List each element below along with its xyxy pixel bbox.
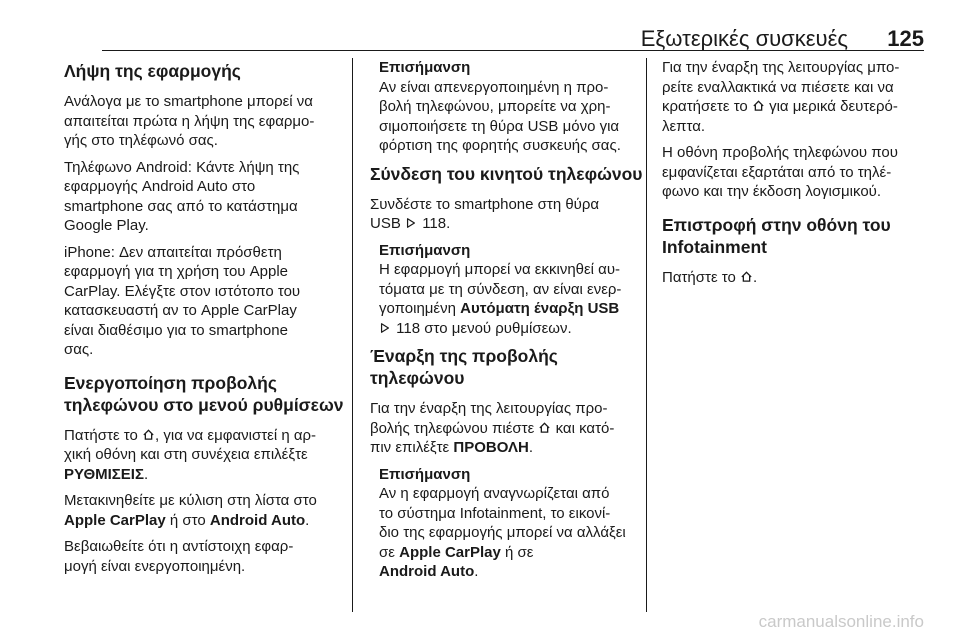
note-label: Επισήμανση: [379, 465, 471, 483]
note-text: Αν είναι απενεργοποιημένη η προ- βολή τηλεφώνου, μπορείτε να χρη- σιμοποιήσετε τη θύρα USB μόνο για φόρτιση της φορητής συσκευής σας.: [379, 78, 621, 154]
note-text: Αν η εφαρμογή αναγνωρίζεται από το σύστημα Infotainment, το εικονί- διο της εφαρμογής μπορεί να αλλάξει σε Apple CarPlay ή σε Android Auto.: [379, 485, 626, 580]
column-1: [64, 58, 346, 583]
heading-return-infotainment: Επιστροφή στην οθόνη του Infotainment: [662, 214, 891, 257]
paragraph: Τηλέφωνο Android: Κάντε λήψη της εφαρμογής Android Auto στο smartphone σας από το κατάστημα Google Play.: [64, 158, 300, 234]
note-text: Η εφαρμογή μπορεί να εκκινηθεί αυ- τόματα με τη σύνδεση, αν είναι ενερ- γοποιημένη Αυτόματη έναρξη USB 118 στο μενού ρυθμίσεων.: [379, 261, 622, 337]
heading-activate-projection: Ενεργοποίηση προβολής τηλεφώνου στο μενού ρυθμίσεων: [64, 372, 344, 415]
paragraph: Ανάλογα με το smartphone μπορεί να απαιτείται πρώτα η λήψη της εφαρμο- γής στο τηλέφωνό σας.: [64, 93, 315, 149]
home-icon: [740, 269, 753, 282]
page-reference-arrow-icon: [379, 320, 392, 333]
paragraph: Η οθόνη προβολής τηλεφώνου που εμφανίζεται εξαρτάται από το τηλέ- φωνο και την έκδοση λογισμικού.: [662, 144, 898, 200]
home-icon: [142, 427, 155, 440]
note-block: [379, 58, 652, 156]
header-title: Εξωτερικές συσκευές: [640, 26, 848, 51]
home-icon: [752, 98, 765, 111]
heading-connect-phone: Σύνδεση του κινητού τηλεφώνου: [370, 163, 643, 184]
paragraph: Μετακινηθείτε με κύλιση στη λίστα στο Apple CarPlay ή στο Android Auto.: [64, 492, 317, 529]
page-reference-arrow-icon: [405, 215, 418, 228]
note-block: [379, 465, 652, 582]
watermark: carmanualsonline.info: [758, 612, 924, 631]
paragraph: Πατήστε το .: [662, 268, 758, 286]
column-divider-1: [352, 58, 353, 612]
paragraph: Βεβαιωθείτε ότι η αντίστοιχη εφαρ- μογή είναι ενεργοποιημένη.: [64, 538, 294, 575]
note-block: [379, 241, 652, 339]
home-icon: [538, 420, 551, 433]
column-2: [370, 58, 652, 589]
heading-app-download: Λήψη της εφαρμογής: [64, 61, 241, 81]
note-label: Επισήμανση: [379, 59, 471, 76]
heading-start-projection: Έναρξη της προβολής τηλεφώνου: [370, 346, 558, 388]
paragraph: Για την έναρξη της λειτουργίας προ- βολής τηλεφώνου πιέστε και κατό- πιν επιλέξτε ΠΡΟΒΟΛΗ.: [370, 400, 615, 456]
paragraph: iPhone: Δεν απαιτείται πρόσθετη εφαρμογή για τη χρήση του Apple CarPlay. Ελέγξτε στον ιστότοπο του κατασκευαστή αν το Apple CarPlay είναι διαθέσιμο για το smartphone σας.: [64, 243, 301, 358]
page-number: 125: [887, 26, 924, 51]
paragraph: Για την έναρξη της λειτουργίας μπο- ρείτε εναλλακτικά να πιέσετε και να κρατήσετε το για μερικά δευτερό- λεπτα.: [662, 59, 900, 135]
paragraph: Συνδέστε το smartphone στη θύρα USB 118.: [370, 195, 600, 232]
header-rule: [102, 50, 924, 51]
column-3: [662, 58, 944, 294]
note-label: Επισήμανση: [379, 241, 471, 259]
paragraph: Πατήστε το , για να εμφανιστεί η αρ- χική οθόνη και στη συνέχεια επιλέξτε ΡΥΘΜΙΣΕΙΣ.: [64, 426, 317, 483]
